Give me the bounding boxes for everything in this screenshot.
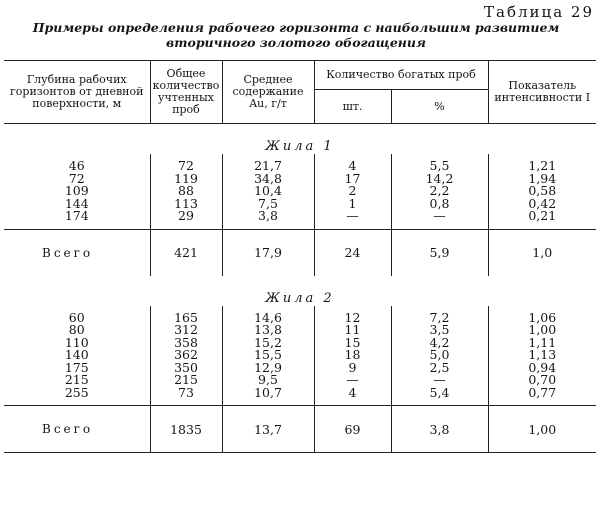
cell-depth: 80: [68, 322, 85, 337]
table-number: Таблица 29: [484, 3, 594, 21]
cell-pcs: 18: [344, 347, 361, 362]
cell-pcs: —: [346, 208, 359, 223]
cell-depth: 46: [68, 158, 85, 173]
cell-pcs: 12: [344, 309, 361, 325]
column-pcs: [314, 306, 391, 406]
section-values-row: [4, 154, 596, 229]
total-index: 1,0: [488, 229, 596, 276]
cell-index: 1,21: [528, 158, 557, 173]
cell-pcs: 4: [348, 384, 357, 400]
section-title: Жила 2: [265, 290, 335, 306]
cell-pct: 4,2: [429, 334, 450, 350]
cell-pct: 5,5: [429, 158, 450, 173]
total-count: 421: [150, 229, 222, 276]
cell-avg: 12,9: [254, 359, 282, 375]
cell-count: 113: [174, 195, 198, 211]
cell-pct: —: [433, 372, 446, 387]
cell-avg: 34,8: [254, 170, 282, 186]
cell-index: 0,94: [528, 359, 557, 375]
cell-pct: 14,2: [425, 170, 454, 186]
cell-index: 1,00: [528, 322, 557, 337]
cell-pcs: —: [346, 372, 359, 387]
cell-depth: 174: [64, 208, 89, 223]
cell-count: 165: [174, 309, 198, 325]
cell-count: 73: [178, 384, 194, 400]
cell-avg: 15,2: [254, 334, 282, 350]
cell-pcs: 1: [348, 195, 357, 211]
cell-index: 0,42: [528, 195, 557, 211]
total-pct: 3,8: [391, 406, 488, 453]
total-label: Всего: [42, 245, 94, 260]
cell-depth: 109: [64, 183, 89, 198]
cell-count: 362: [174, 347, 198, 362]
cell-avg: 7,5: [258, 195, 278, 211]
cell-count: 312: [174, 322, 198, 337]
cell-pcs: 11: [344, 322, 361, 337]
cell-pct: 0,8: [429, 195, 450, 211]
cell-index: 0,58: [528, 183, 557, 198]
cell-pct: 7,2: [429, 309, 450, 325]
section-values-row: [4, 306, 596, 406]
cell-depth: 140: [64, 347, 89, 362]
total-index: 1,00: [488, 406, 596, 453]
column-pct: [391, 306, 488, 406]
column-pcs: [314, 154, 391, 229]
cell-pcs: 9: [348, 359, 357, 375]
cell-index: 1,06: [528, 309, 557, 325]
table-caption: Примеры определения рабочего горизонта с наибольшим развитием вторичного золотого обогащения: [32, 20, 560, 50]
cell-count: 88: [178, 183, 194, 198]
column-avg: [222, 154, 314, 229]
column-avg: [222, 306, 314, 406]
cell-depth: 175: [64, 359, 89, 375]
total-pcs: 69: [314, 406, 391, 453]
cell-depth: 144: [64, 195, 89, 211]
cell-depth: 255: [64, 384, 89, 400]
cell-pcs: 2: [348, 183, 357, 198]
header-count: Общее количество учтенных проб: [150, 61, 222, 124]
total-pct: 5,9: [391, 229, 488, 276]
cell-pct: 3,5: [429, 322, 450, 337]
cell-depth: 72: [68, 170, 85, 186]
cell-count: 358: [174, 334, 198, 350]
cell-index: 1,13: [528, 347, 557, 362]
header-avg: Среднее содержание Au, г/т: [222, 61, 314, 124]
header-depth: Глубина рабочих горизонтов от дневной поверхности, м: [4, 61, 150, 124]
header-rich-pcs: шт.: [314, 90, 391, 124]
column-pct: [391, 154, 488, 229]
cell-count: 350: [174, 359, 198, 375]
cell-pct: 2,2: [429, 183, 450, 198]
cell-index: 0,21: [528, 208, 557, 223]
cell-avg: 13,8: [254, 322, 282, 337]
cell-pct: 2,5: [429, 359, 450, 375]
cell-depth: 110: [64, 334, 89, 350]
column-count: [150, 306, 222, 406]
cell-count: 215: [174, 372, 198, 387]
column-count: [150, 154, 222, 229]
cell-pct: 5,4: [429, 384, 450, 400]
section-title: Жила 1: [265, 139, 335, 154]
cell-pcs: 4: [348, 158, 357, 173]
total-row: [4, 229, 596, 276]
data-table: [4, 60, 596, 453]
cell-index: 0,77: [528, 384, 557, 400]
cell-depth: 215: [64, 372, 89, 387]
cell-depth: 60: [68, 309, 85, 325]
cell-pct: 5,0: [429, 347, 450, 362]
cell-avg: 10,4: [254, 183, 282, 198]
cell-count: 72: [178, 158, 194, 173]
column-index: [488, 306, 596, 406]
cell-pct: —: [433, 208, 446, 223]
header-rich-group: Количество богатых проб: [314, 61, 488, 90]
total-row: [4, 406, 596, 453]
cell-count: 119: [174, 170, 198, 186]
cell-index: 0,70: [528, 372, 557, 387]
cell-avg: 15,5: [254, 347, 282, 362]
cell-pcs: 15: [344, 334, 361, 350]
cell-index: 1,11: [528, 334, 557, 350]
total-avg: 17,9: [222, 229, 314, 276]
cell-avg: 10,7: [254, 384, 282, 400]
cell-pcs: 17: [344, 170, 361, 186]
cell-avg: 14,6: [254, 309, 282, 325]
cell-count: 29: [178, 208, 194, 223]
total-label: Всего: [42, 422, 94, 436]
column-depth: [4, 306, 150, 406]
header-rich-pct: %: [391, 90, 488, 124]
header-index: Показатель интенсивности I: [488, 61, 596, 124]
cell-avg: 21,7: [254, 158, 282, 173]
total-pcs: 24: [314, 229, 391, 276]
total-avg: 13,7: [222, 406, 314, 453]
total-count: 1835: [150, 406, 222, 453]
cell-avg: 9,5: [258, 372, 278, 387]
column-depth: [4, 154, 150, 229]
column-index: [488, 154, 596, 229]
cell-index: 1,94: [528, 170, 557, 186]
cell-avg: 3,8: [258, 208, 278, 223]
